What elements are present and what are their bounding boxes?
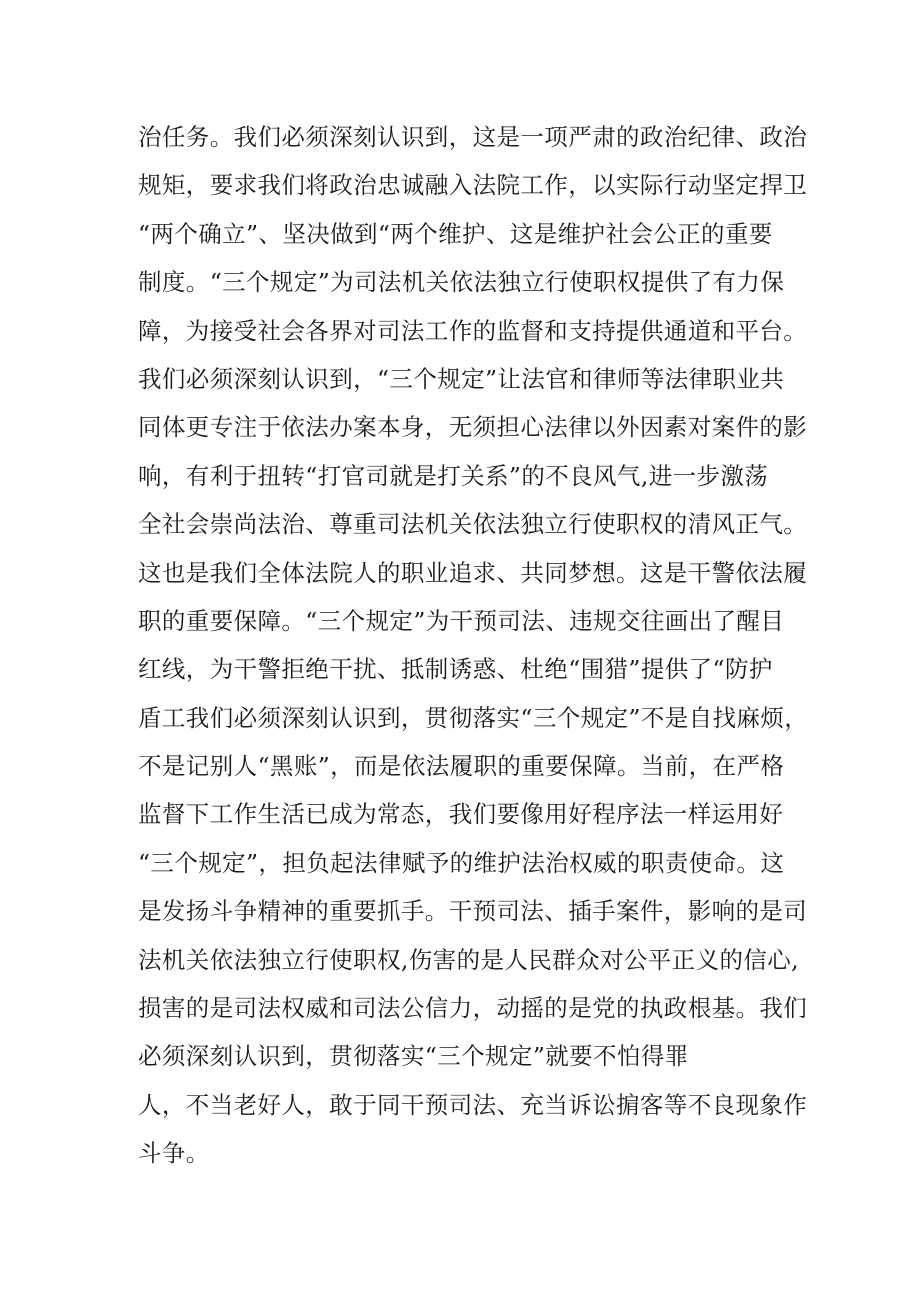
text-line: 治任务。我们必须深刻认识到，这是一项严肃的政治纪律、政治: [138, 123, 808, 151]
text-line: 我们必须深刻认识到，“三个规定”让法官和律师等法律职业共: [138, 364, 785, 393]
text-line: 规矩，要求我们将政治忠诚融入法院工作，以实际行动坚定捍卫: [138, 171, 808, 200]
text-line: 法机关依法独立行使职权,伤害的是人民群众对公平正义的信心,: [138, 945, 800, 974]
text-line: 这也是我们全体法院人的职业追求、共同梦想。这是干警依法履: [138, 558, 808, 587]
text-line: 必须深刻认识到，贯彻落实“三个规定”就要不怕得罪: [138, 1042, 689, 1071]
text-line: 不是记别人“黑账”，而是依法履职的重要保障。当前，在严格: [138, 752, 785, 781]
body-text: [138, 113, 809, 1178]
text-line: 盾工我们必须深刻认识到，贯彻落实“三个规定”不是自找麻烦，: [138, 703, 809, 732]
text-line: 红线，为干警拒绝干扰、抵制诱惑、杜绝“围猎”提供了“防护: [138, 655, 773, 684]
text-line: 是发扬斗争精神的重要抓手。干预司法、插手案件，影响的是司: [138, 897, 808, 926]
text-line: 损害的是司法权威和司法公信力，动摇的是党的执政根基。我们: [138, 994, 808, 1023]
text-line: 制度。“三个规定”为司法机关依法独立行使职权提供了有力保: [138, 268, 785, 297]
text-line: “两个确立”、坚决做到“两个维护、这是维护社会公正的重要: [138, 219, 773, 248]
text-line: 人，不当老好人，敢于同干预司法、充当诉讼掮客等不良现象作: [138, 1090, 808, 1119]
text-line: 障，为接受社会各界对司法工作的监督和支持提供通道和平台。: [138, 316, 808, 345]
text-line: 全社会崇尚法治、尊重司法机关依法独立行使职权的清风正气。: [138, 510, 808, 539]
text-line: 响，有利于扭转“打官司就是打关系”的不良风气,进一步激荡: [138, 461, 769, 490]
text-line: “三个规定”，担负起法律赋予的维护法治权威的职责使命。这: [138, 848, 785, 877]
text-line: 职的重要保障。“三个规定”为干预司法、违规交往画出了醒目: [138, 606, 785, 635]
text-line: 斗争。: [138, 1139, 210, 1168]
text-line: 监督下工作生活已成为常态，我们要像用好程序法一样运用好: [138, 800, 784, 829]
text-line: 同体更专注于依法办案本身，无须担心法律以外因素对案件的影: [138, 413, 808, 442]
